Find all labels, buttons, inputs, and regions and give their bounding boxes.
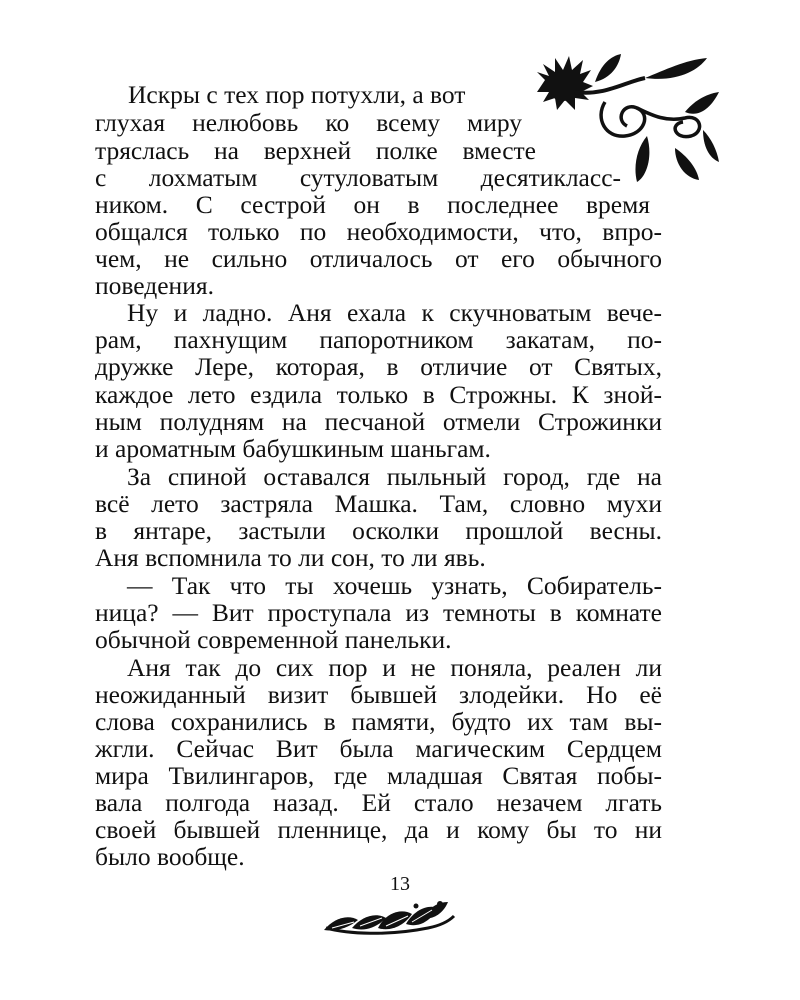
text-line: глухая нелюбовь ко всему миру xyxy=(95,108,522,137)
text-line: Аня так до сих пор и не поняла, реален ли xyxy=(127,653,662,682)
text-line: жгли. Сейчас Вит была магическим Сердцем xyxy=(95,734,662,763)
text-line: своей бывшей пленнице, да и кому бы то ни xyxy=(95,815,662,844)
text-line: Искры с тех пор потухли, а вот xyxy=(128,80,466,109)
text-line: и ароматным бабушкиным шаньгам. xyxy=(95,434,491,463)
text-line: вала полгода назад. Ей стало незачем лгать xyxy=(95,788,662,817)
text-line: Аня вспомнила то ли сон, то ли явь. xyxy=(95,543,486,572)
text-line: тряслась на верхней полке вместе xyxy=(95,136,536,165)
text-line: дружке Лере, которая, в отличие от Святых, xyxy=(95,352,662,381)
text-line: мира Твилингаров, где младшая Святая побы- xyxy=(95,761,662,790)
text-line: ником. С сестрой он в последнее время xyxy=(95,190,650,219)
text-line: — Так что ты хочешь узнать, Собиратель- xyxy=(127,571,662,600)
text-line: рам, пахнущим папоротником закатам, по- xyxy=(95,325,662,354)
text-line: Ну и ладно. Аня ехала к скучноватым вече- xyxy=(127,298,662,327)
text-line: обычной современной панельки. xyxy=(95,625,452,654)
text-line: было вообще. xyxy=(95,842,245,871)
text-line: поведения. xyxy=(95,271,214,300)
text-line: За спиной оставался пыльный город, где на xyxy=(127,462,662,491)
text-line: ным полудням на песчаной отмели Строжинки xyxy=(95,407,662,436)
text-line: всё лето застряла Машка. Там, словно мухи xyxy=(95,489,662,518)
text-line: каждое лето ездила только в Строжны. К зной- xyxy=(95,380,662,409)
text-line: слова сохранились в памяти, будто их там вы- xyxy=(95,707,662,736)
text-line: общался только по необходимости, что, впро- xyxy=(95,217,662,246)
leaf-garland-icon xyxy=(318,898,458,938)
text-line: неожиданный визит бывшей злодейки. Но её xyxy=(95,680,662,709)
text-line: с лохматым сутуловатым десятикласс- xyxy=(95,163,621,192)
page-number: 13 xyxy=(390,873,410,895)
text-line: чем, не сильно отличалось от его обычного xyxy=(95,244,662,273)
text-line: ница? — Вит проступала из темноты в комнате xyxy=(95,598,662,627)
text-line: в янтаре, застыли осколки прошлой весны. xyxy=(95,516,662,545)
